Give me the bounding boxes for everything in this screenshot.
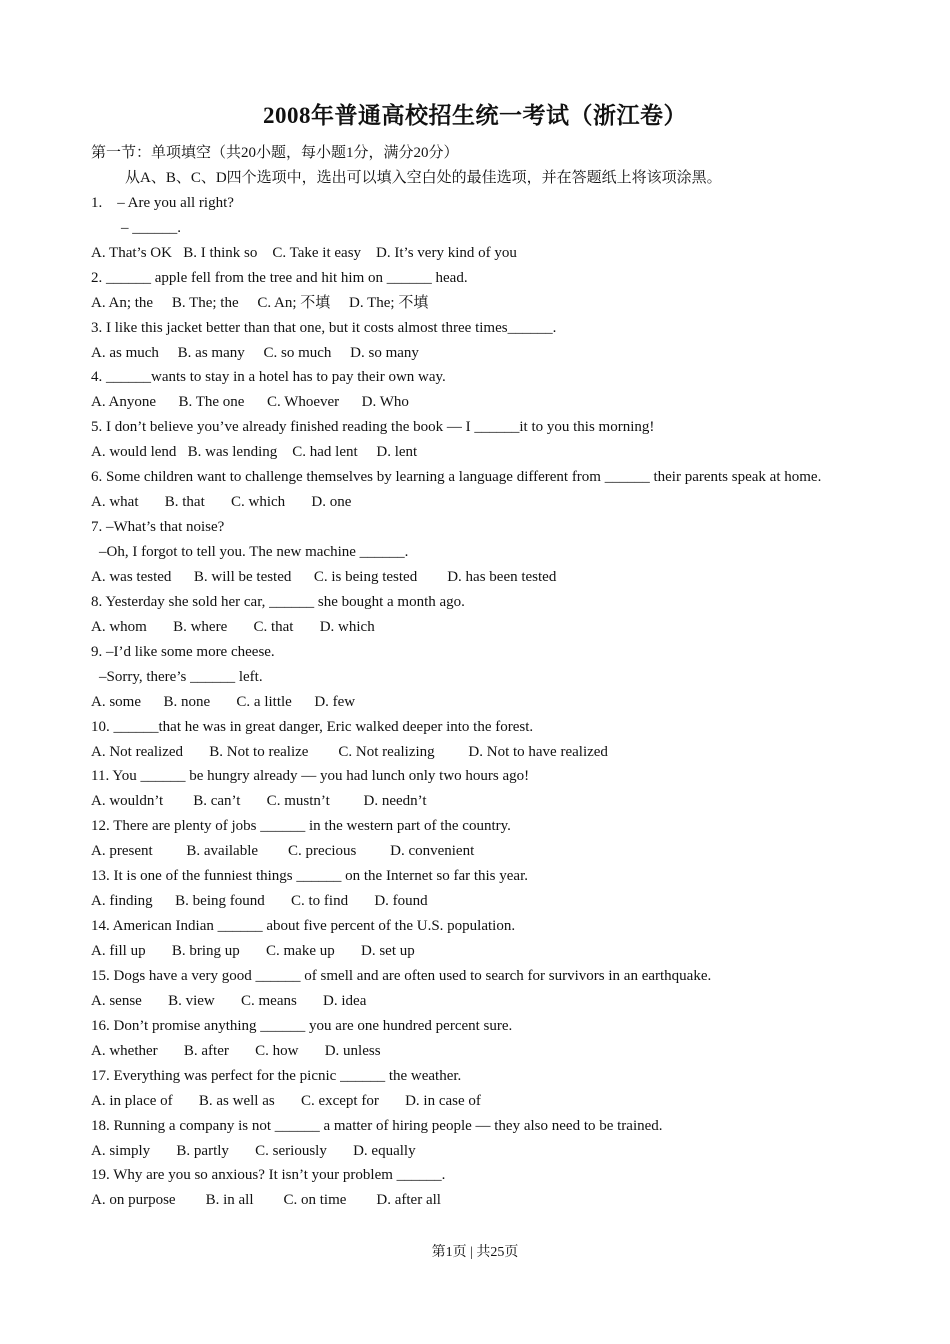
- question-14-stem: 14. American Indian ______ about five percent of the U.S. population.: [91, 918, 516, 935]
- instruction-text: 从A、B、C、D四个选项中，选出可以填入空白处的最佳选项，并在答题纸上将该项涂黑。: [125, 169, 722, 186]
- question-12-stem: 12. There are plenty of jobs ______ in the western part of the country.: [91, 818, 511, 835]
- question-2-options: A. An; the B. The; the C. An; 不填 D. The; 不填: [91, 294, 429, 311]
- question-7-line-2: –Oh, I forgot to tell you. The new machine ______.: [99, 544, 409, 561]
- question-5-options: A. would lend B. was lending C. had lent D. lent: [91, 444, 418, 461]
- question-4-stem: 4. ______wants to stay in a hotel has to pay their own way.: [91, 369, 446, 386]
- question-19-options: A. on purpose B. in all C. on time D. after all: [91, 1192, 441, 1209]
- question-1-line-1: [91, 191, 869, 216]
- question-9-line-2: –Sorry, there’s ______ left.: [99, 668, 263, 685]
- question-1-line-2: – ______.: [121, 219, 181, 236]
- section-heading: 第一节：单项填空（共20小题，每小题1分，满分20分）: [91, 145, 459, 161]
- question-11-options: A. wouldn’t B. can’t C. mustn’t D. needn’t: [91, 793, 427, 810]
- exam-content: [91, 141, 869, 1213]
- question-7-options: A. was tested B. will be tested C. is being tested D. has been tested: [91, 568, 557, 585]
- exam-title: 2008年普通高校招生统一考试（浙江卷）: [263, 103, 687, 128]
- question-8-stem: 8. Yesterday she sold her car, ______ she bought a month ago.: [91, 593, 465, 610]
- question-1-number: 1.: [91, 194, 103, 211]
- question-5-stem: 5. I don’t believe you’ve already finished reading the book — I ______it to you this morning!: [91, 419, 655, 436]
- question-3-options: A. as much B. as many C. so much D. so many: [91, 344, 419, 361]
- question-9-options: A. some B. none C. a little D. few: [91, 693, 356, 710]
- question-12-options: A. present B. available C. precious D. convenient: [91, 843, 475, 860]
- page-footer: 第1页 | 共25页: [431, 1245, 519, 1260]
- question-2-stem: 2. ______ apple fell from the tree and hit him on ______ head.: [91, 269, 468, 286]
- question-13-options: A. finding B. being found C. to find D. found: [91, 893, 428, 910]
- question-18-options: A. simply B. partly C. seriously D. equally: [91, 1142, 416, 1159]
- question-15-stem: 15. Dogs have a very good ______ of smell and are often used to search for survivors in an earthquake.: [91, 967, 712, 984]
- question-13-stem: 13. It is one of the funniest things ______ on the Internet so far this year.: [91, 868, 528, 885]
- question-6-options: A. what B. that C. which D. one: [91, 494, 352, 511]
- question-8-options: A. whom B. where C. that D. which: [91, 618, 375, 635]
- question-17-options: A. in place of B. as well as C. except for D. in case of: [91, 1092, 481, 1109]
- question-6-stem: 6. Some children want to challenge themselves by learning a language different from ______ their parents speak at home.: [91, 469, 822, 486]
- question-16-stem: 16. Don’t promise anything ______ you are one hundred percent sure.: [91, 1017, 513, 1034]
- question-15-options: A. sense B. view C. means D. idea: [91, 992, 367, 1009]
- question-16-options: A. whether B. after C. how D. unless: [91, 1042, 381, 1059]
- question-14-options: A. fill up B. bring up C. make up D. set up: [91, 943, 415, 960]
- question-9-line-1: 9. –I’d like some more cheese.: [91, 643, 275, 660]
- question-19-stem: 19. Why are you so anxious? It isn’t your problem ______.: [91, 1167, 446, 1184]
- question-1-stem: – Are you all right?: [117, 194, 234, 211]
- question-11-stem: 11. You ______ be hungry already — you had lunch only two hours ago!: [91, 768, 530, 785]
- question-7-line-1: 7. –What’s that noise?: [91, 519, 225, 536]
- question-1-options: A. That’s OK B. I think so C. Take it easy D. It’s very kind of you: [91, 244, 517, 261]
- question-4-options: A. Anyone B. The one C. Whoever D. Who: [91, 394, 409, 411]
- question-3-stem: 3. I like this jacket better than that one, but it costs almost three times______.: [91, 319, 557, 336]
- question-10-stem: 10. ______that he was in great danger, Eric walked deeper into the forest.: [91, 718, 534, 735]
- question-18-stem: 18. Running a company is not ______ a matter of hiring people — they also need to be trained.: [91, 1117, 663, 1134]
- question-10-options: A. Not realized B. Not to realize C. Not realizing D. Not to have realized: [91, 743, 608, 760]
- question-17-stem: 17. Everything was perfect for the picnic ______ the weather.: [91, 1067, 462, 1084]
